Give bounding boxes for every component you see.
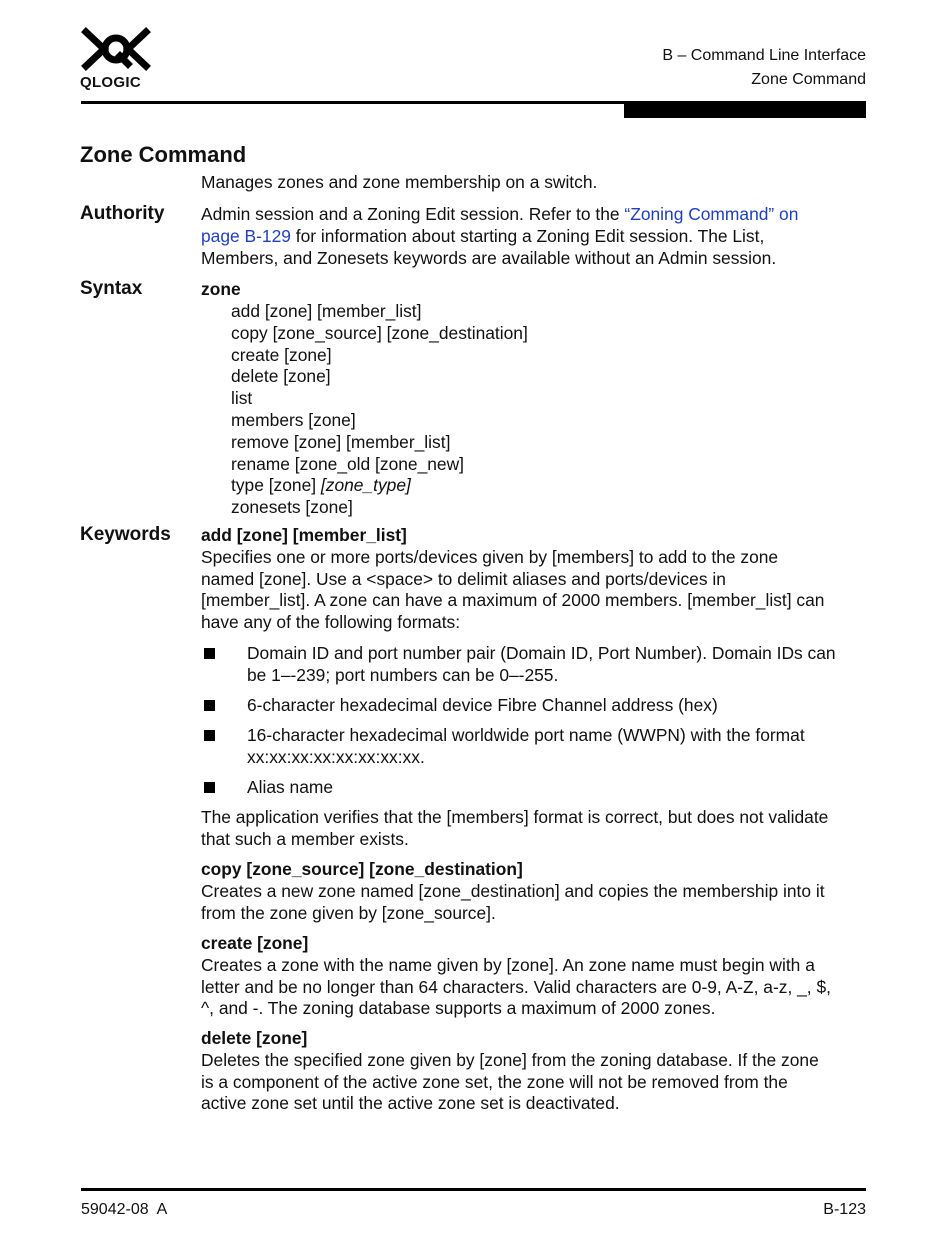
keyword-add-line: [member_list]. A zone can have a maximum of 2000 members. [member_list] can — [201, 590, 825, 611]
keyword-add-line: have any of the following formats: — [201, 612, 461, 633]
keyword-create-line: ^, and -. The zoning database supports a maximum of 2000 zones. — [201, 998, 716, 1019]
list-item — [201, 643, 867, 687]
syntax-heading: Syntax — [80, 278, 143, 299]
zoning-command-link-page[interactable]: page B-129 — [201, 225, 291, 246]
list-item-text: Alias name — [247, 777, 334, 798]
keywords-heading: Keywords — [80, 524, 171, 545]
footer-rule — [81, 1188, 866, 1191]
authority-text-part: Members, and Zonesets keywords are available without an Admin session. — [201, 247, 777, 268]
zoning-command-link[interactable]: “Zoning Command” on — [624, 204, 799, 224]
keyword-copy-heading: copy [zone_source] [zone_destination] — [201, 859, 523, 879]
bullet-square-icon — [204, 648, 215, 659]
verify-line: that such a member exists. — [201, 828, 409, 849]
list-item-text: 16-character hexadecimal worldwide port name (WWPN) with the format — [247, 725, 805, 746]
keyword-add — [201, 525, 867, 634]
header-chapter: B – Command Line Interface — [662, 47, 866, 64]
authority-heading: Authority — [80, 203, 165, 224]
qlogic-logo-icon — [80, 26, 152, 72]
bullet-square-icon — [204, 700, 215, 711]
keyword-copy-line: from the zone given by [zone_source]. — [201, 902, 496, 923]
syntax-item: copy [zone_source] [zone_destination] — [231, 322, 528, 343]
running-header — [662, 44, 866, 92]
page-title: Zone Command — [80, 142, 247, 167]
syntax-item: list — [231, 388, 253, 409]
authority-text-part: Admin session and a Zoning Edit session. Refer to the — [201, 204, 625, 224]
keyword-copy — [201, 859, 867, 924]
syntax-item-type-italic: [zone_type] — [320, 475, 411, 496]
keyword-delete — [201, 1028, 867, 1115]
syntax-item: delete [zone] — [231, 366, 331, 387]
logo-wordmark: QLOGIC — [80, 74, 141, 91]
keyword-create-line: Creates a zone with the name given by [zone]. An zone name must begin with a — [201, 954, 815, 975]
syntax-command: zone — [201, 279, 241, 299]
keyword-add-line: named [zone]. Use a <space> to delimit aliases and ports/devices in — [201, 568, 726, 589]
syntax-item: add [zone] [member_list] — [231, 301, 422, 321]
list-item — [201, 777, 867, 799]
qlogic-logo — [80, 26, 152, 94]
keyword-copy-line: Creates a new zone named [zone_destination] and copies the membership into it — [201, 880, 825, 901]
list-item-text: 6-character hexadecimal device Fibre Channel address (hex) — [247, 694, 718, 715]
keyword-add-line: Specifies one or more ports/devices given by [members] to add to the zone — [201, 546, 779, 567]
members-verify-text — [201, 807, 867, 851]
list-item-text: Domain ID and port number pair (Domain ID, Port Number). Domain IDs can — [247, 643, 836, 663]
page-number: B-123 — [823, 1201, 866, 1218]
syntax-item: remove [zone] [member_list] — [231, 431, 451, 452]
syntax-item: rename [zone_old [zone_new] — [231, 453, 464, 474]
bullet-square-icon — [204, 782, 215, 793]
syntax-item-type — [231, 475, 528, 497]
keyword-delete-line: active zone set until the active zone set is deactivated. — [201, 1093, 620, 1114]
list-item — [201, 725, 867, 769]
keyword-delete-line: Deletes the specified zone given by [zone] from the zoning database. If the zone — [201, 1049, 819, 1070]
keyword-create-heading: create [zone] — [201, 933, 309, 953]
intro-line: Manages zones and zone membership on a switch. — [201, 172, 598, 192]
bullet-square-icon — [204, 730, 215, 741]
syntax-item-type-text: type [zone] — [231, 475, 321, 496]
keyword-delete-line: is a component of the active zone set, the zone will not be removed from the — [201, 1071, 788, 1092]
verify-line: The application verifies that the [members] format is correct, but does not validate — [201, 807, 829, 827]
keyword-add-heading: add [zone] [member_list] — [201, 525, 407, 545]
authority-text — [201, 204, 867, 269]
member-format-list — [201, 643, 867, 807]
authority-text-part: for information about starting a Zoning Edit session. The List, — [290, 225, 765, 246]
syntax-item: zonesets [zone] — [231, 497, 353, 518]
syntax-item: members [zone] — [231, 409, 356, 430]
keyword-create — [201, 933, 867, 1020]
list-item-text: be 1–-239; port numbers can be 0–-255. — [247, 664, 559, 685]
list-item — [201, 695, 867, 717]
keyword-create-line: letter and be no longer than 64 characters. Valid characters are 0-9, A-Z, a-z, _, $, — [201, 976, 831, 997]
document-number: 59042-08 A — [81, 1201, 168, 1218]
intro-text — [201, 172, 867, 194]
syntax-item: create [zone] — [231, 344, 332, 365]
header-bar — [624, 101, 866, 118]
list-item-text: xx:xx:xx:xx:xx:xx:xx:xx. — [247, 746, 425, 767]
syntax-list — [231, 301, 528, 519]
header-section: Zone Command — [751, 71, 866, 88]
keyword-delete-heading: delete [zone] — [201, 1028, 308, 1048]
